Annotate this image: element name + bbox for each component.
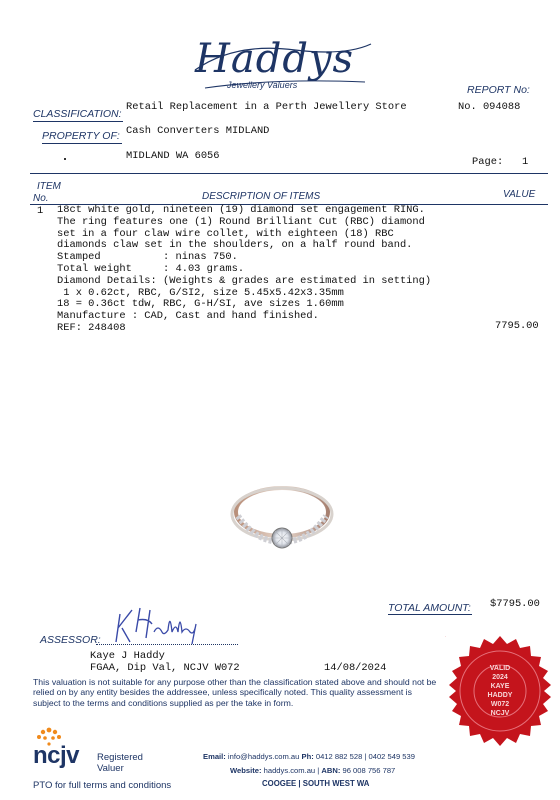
seal-line: VALID [489, 665, 511, 672]
seal-line: 2024 [492, 674, 508, 681]
stray-mark [64, 158, 66, 160]
col-value-label: VALUE [503, 189, 536, 200]
classification-underline [33, 121, 123, 122]
separator: | [317, 766, 320, 775]
page-number: 1 [522, 156, 529, 168]
abn-value: 96 008 756 787 [342, 766, 396, 775]
col-no-label: No. [33, 193, 49, 204]
assessor-label: ASSESSOR: [40, 634, 101, 646]
assessor-date: 14/08/2024 [324, 662, 387, 674]
item-line: set in a four claw wire collet, with eighteen (18) RBC [57, 227, 394, 240]
phone-label: Ph: [301, 752, 314, 761]
registered-text: Registered [97, 752, 143, 763]
item-line: REF: 248408 [57, 321, 126, 334]
item-line: 1 x 0.62ct, RBC, G/SI2, size 5.45x5.42x3.35mm [57, 286, 344, 299]
email-value: info@haddys.com.au [227, 752, 300, 761]
header-divider [30, 173, 548, 174]
report-label: REPORT No: [467, 84, 530, 96]
page-label: Page: [472, 156, 504, 168]
item-line: Manufacture : CAD, Cast and hand finished. [57, 310, 319, 323]
col-item-label: ITEM [37, 181, 61, 192]
seal-ring-text [445, 636, 446, 637]
seal-line: NCJV [490, 710, 510, 717]
pto-text: PTO for full terms and conditions [33, 780, 172, 791]
item-line: diamonds claw set in the shoulders, on a half round band. [57, 239, 413, 252]
item-line: Diamond Details: (Weights & grades are estimated in setting) [57, 274, 432, 287]
total-label: TOTAL AMOUNT: [388, 602, 471, 614]
property-line2: MIDLAND WA 6056 [126, 150, 220, 162]
wax-seal [445, 636, 555, 746]
item-value: 7795.00 [495, 320, 539, 332]
classification-value: Retail Replacement in a Perth Jewellery Store [126, 101, 407, 113]
col-description-label: DESCRIPTION OF ITEMS [202, 191, 321, 202]
location-text: COOGEE | SOUTH WEST WA [262, 779, 370, 788]
contact-line-2 [230, 766, 395, 775]
item-number: 1 [37, 205, 44, 217]
seal-line: KAYE [490, 683, 510, 690]
item-description [57, 205, 431, 335]
seal-line: HADDY [487, 692, 513, 699]
ncjv-logo [33, 726, 153, 776]
assessor-signature [112, 602, 202, 646]
logo-text: Haddys [195, 36, 355, 82]
property-underline [42, 143, 122, 144]
seal-center [480, 664, 520, 718]
phone-value: 0412 882 528 | 0402 549 539 [315, 752, 415, 761]
report-number: No. 094088 [458, 101, 521, 113]
website-value: haddys.com.au [263, 766, 316, 775]
item-line: 18ct white gold, nineteen (19) diamond set engagement RING. [57, 204, 425, 216]
item-line: Stamped : ninas 750. [57, 251, 238, 264]
abn-label: ABN: [321, 766, 341, 775]
total-underline [388, 614, 472, 615]
website-label: Website: [230, 766, 262, 775]
assessor-credentials: FGAA, Dip Val, NCJV W072 [90, 662, 240, 674]
seal-line: W072 [490, 701, 510, 708]
property-line1: Cash Converters MIDLAND [126, 125, 270, 137]
assessor-name: Kaye J Haddy [90, 650, 165, 662]
property-label: PROPERTY OF: [42, 130, 120, 142]
total-value: $7795.00 [490, 598, 540, 610]
item-line: Total weight : 4.03 grams. [57, 262, 245, 275]
ring-photo [226, 478, 338, 560]
logo-subtitle: Jewellery Valuers [227, 80, 298, 90]
item-line: The ring features one (1) Round Brilliant Cut (RBC) diamond [57, 215, 425, 228]
ncjv-wordmark: ncjv [33, 742, 80, 769]
classification-label: CLASSIFICATION: [33, 108, 122, 120]
email-label: Email: [203, 752, 226, 761]
item-line: 18 = 0.36ct tdw, RBC, G-H/SI, ave sizes 1.60mm [57, 298, 344, 311]
company-logo [175, 22, 385, 100]
contact-line-1 [203, 752, 415, 761]
valuer-text: Valuer [97, 763, 124, 774]
disclaimer: This valuation is not suitable for any purpose other than the classification stated above and should not be relied on by any entity besides the addressee, unless specifically noted. This quality assessment is subject to the terms and conditions supplied as per the take in form. [33, 677, 437, 708]
